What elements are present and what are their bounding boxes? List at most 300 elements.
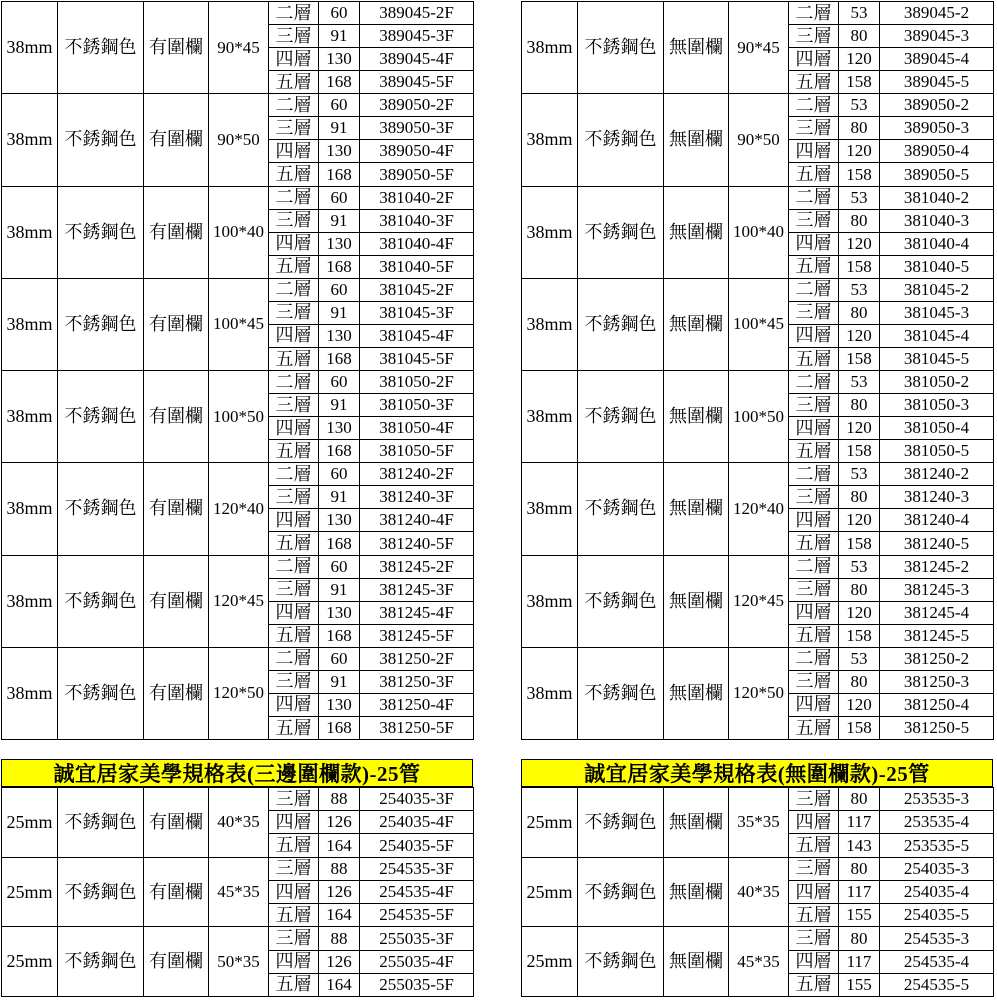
tier-cell: 四層	[789, 417, 839, 440]
product-code-cell: 254535-4	[880, 950, 994, 973]
table-row	[522, 94, 994, 117]
price-cell: 117	[839, 811, 880, 834]
table-title-text: 誠宜居家美學規格表(無圍欄款)-25管	[584, 762, 930, 786]
product-code-cell: 254535-5F	[360, 904, 474, 927]
pipe-size-cell: 38mm	[2, 371, 58, 463]
tier-cell: 二層	[269, 186, 319, 209]
product-code-cell: 381045-5	[880, 347, 994, 370]
tier-cell: 四層	[269, 140, 319, 163]
price-cell: 117	[839, 880, 880, 903]
product-code-cell: 253535-5	[880, 834, 994, 857]
price-cell: 130	[319, 48, 360, 71]
product-code-cell: 381045-2	[880, 278, 994, 301]
fence-cell: 有圍欄	[144, 647, 209, 739]
dimension-cell: 90*45	[729, 2, 789, 94]
pipe-size-cell: 38mm	[522, 94, 578, 186]
product-code-cell: 381240-3F	[360, 486, 474, 509]
product-code-cell: 381040-4	[880, 232, 994, 255]
tier-cell: 三層	[789, 117, 839, 140]
price-cell: 91	[319, 578, 360, 601]
price-cell: 130	[319, 324, 360, 347]
table-row	[2, 186, 474, 209]
product-code-cell: 389045-4	[880, 48, 994, 71]
product-code-cell: 254535-4F	[360, 880, 474, 903]
fence-cell: 無圍欄	[664, 94, 729, 186]
tier-cell: 三層	[269, 486, 319, 509]
dimension-cell: 100*40	[729, 186, 789, 278]
product-code-cell: 254535-5	[880, 973, 994, 996]
tier-cell: 五層	[789, 532, 839, 555]
product-code-cell: 381050-2F	[360, 371, 474, 394]
pipe-size-cell: 25mm	[522, 927, 578, 997]
tier-cell: 三層	[269, 394, 319, 417]
price-cell: 168	[319, 716, 360, 739]
pipe-size-cell: 25mm	[2, 788, 58, 858]
tier-cell: 四層	[789, 693, 839, 716]
price-cell: 80	[839, 25, 880, 48]
fence-cell: 有圍欄	[144, 463, 209, 555]
price-cell: 130	[319, 509, 360, 532]
product-code-cell: 381240-5F	[360, 532, 474, 555]
price-cell: 91	[319, 117, 360, 140]
price-cell: 53	[839, 463, 880, 486]
product-code-cell: 254535-3	[880, 927, 994, 950]
fence-cell: 無圍欄	[664, 647, 729, 739]
tier-cell: 三層	[789, 857, 839, 880]
tier-cell: 五層	[789, 624, 839, 647]
price-cell: 168	[319, 440, 360, 463]
product-code-cell: 381040-2	[880, 186, 994, 209]
tier-cell: 二層	[789, 94, 839, 117]
price-cell: 91	[319, 301, 360, 324]
price-cell: 158	[839, 255, 880, 278]
pipe-size-cell: 38mm	[2, 555, 58, 647]
product-code-cell: 389045-3	[880, 25, 994, 48]
fence-cell: 無圍欄	[664, 2, 729, 94]
color-cell: 不銹鋼色	[578, 857, 664, 927]
price-cell: 168	[319, 71, 360, 94]
product-code-cell: 389045-5	[880, 71, 994, 94]
fence-cell: 無圍欄	[664, 186, 729, 278]
pipe-size-cell: 38mm	[522, 278, 578, 370]
product-code-cell: 381045-3F	[360, 301, 474, 324]
price-cell: 88	[319, 788, 360, 811]
fence-cell: 有圍欄	[144, 788, 209, 858]
price-cell: 60	[319, 278, 360, 301]
color-cell: 不銹鋼色	[58, 647, 144, 739]
product-code-cell: 389050-4	[880, 140, 994, 163]
price-cell: 91	[319, 670, 360, 693]
fence-cell: 有圍欄	[144, 94, 209, 186]
tier-cell: 五層	[269, 716, 319, 739]
price-cell: 80	[839, 301, 880, 324]
product-code-cell: 381245-2F	[360, 555, 474, 578]
product-code-cell: 255035-4F	[360, 950, 474, 973]
table-row	[2, 2, 474, 25]
tier-cell: 五層	[269, 532, 319, 555]
spec-table-38mm-fenced	[1, 1, 474, 740]
table-row	[2, 463, 474, 486]
dimension-cell: 120*40	[729, 463, 789, 555]
tier-cell: 二層	[789, 555, 839, 578]
product-code-cell: 381050-4	[880, 417, 994, 440]
product-code-cell: 254535-3F	[360, 857, 474, 880]
dimension-cell: 90*50	[729, 94, 789, 186]
product-code-cell: 389045-5F	[360, 71, 474, 94]
price-cell: 155	[839, 904, 880, 927]
price-cell: 158	[839, 347, 880, 370]
color-cell: 不銹鋼色	[58, 278, 144, 370]
price-cell: 130	[319, 693, 360, 716]
table-row	[2, 857, 474, 880]
tier-cell: 三層	[269, 209, 319, 232]
fence-cell: 有圍欄	[144, 927, 209, 997]
price-cell: 60	[319, 555, 360, 578]
product-code-cell: 389050-2	[880, 94, 994, 117]
product-code-cell: 381050-5F	[360, 440, 474, 463]
price-cell: 158	[839, 716, 880, 739]
pipe-size-cell: 38mm	[522, 2, 578, 94]
pipe-size-cell: 25mm	[522, 857, 578, 927]
product-code-cell: 381050-4F	[360, 417, 474, 440]
product-code-cell: 253535-4	[880, 811, 994, 834]
tier-cell: 五層	[789, 71, 839, 94]
tier-cell: 三層	[789, 578, 839, 601]
tier-cell: 四層	[269, 601, 319, 624]
color-cell: 不銹鋼色	[578, 927, 664, 997]
price-cell: 60	[319, 647, 360, 670]
price-cell: 80	[839, 670, 880, 693]
product-code-cell: 381250-3F	[360, 670, 474, 693]
price-cell: 164	[319, 973, 360, 996]
pipe-size-cell: 38mm	[522, 647, 578, 739]
fence-cell: 有圍欄	[144, 186, 209, 278]
price-cell: 158	[839, 71, 880, 94]
tier-cell: 四層	[269, 693, 319, 716]
product-code-cell: 381045-2F	[360, 278, 474, 301]
tier-cell: 五層	[269, 255, 319, 278]
tier-cell: 二層	[789, 2, 839, 25]
price-cell: 60	[319, 463, 360, 486]
product-code-cell: 389045-2	[880, 2, 994, 25]
table-row	[2, 371, 474, 394]
product-code-cell: 381240-5	[880, 532, 994, 555]
table-row	[522, 555, 994, 578]
tier-cell: 三層	[269, 927, 319, 950]
dimension-cell: 100*50	[209, 371, 269, 463]
table-row	[2, 555, 474, 578]
tier-cell: 三層	[789, 301, 839, 324]
dimension-cell: 40*35	[209, 788, 269, 858]
tier-cell: 五層	[269, 973, 319, 996]
tier-cell: 四層	[269, 811, 319, 834]
color-cell: 不銹鋼色	[58, 94, 144, 186]
tier-cell: 四層	[269, 48, 319, 71]
pipe-size-cell: 38mm	[2, 186, 58, 278]
price-cell: 80	[839, 578, 880, 601]
tier-cell: 三層	[789, 486, 839, 509]
color-cell: 不銹鋼色	[578, 278, 664, 370]
color-cell: 不銹鋼色	[578, 555, 664, 647]
tier-cell: 三層	[789, 25, 839, 48]
product-code-cell: 381250-3	[880, 670, 994, 693]
pipe-size-cell: 25mm	[2, 927, 58, 997]
table-row	[2, 927, 474, 950]
tier-cell: 五層	[789, 834, 839, 857]
tier-cell: 二層	[269, 555, 319, 578]
product-code-cell: 381245-5	[880, 624, 994, 647]
price-cell: 60	[319, 2, 360, 25]
spec-table-25mm-fenced	[1, 787, 474, 997]
tier-cell: 四層	[789, 811, 839, 834]
price-cell: 80	[839, 927, 880, 950]
price-cell: 120	[839, 509, 880, 532]
table-title-25mm-unfenced	[521, 759, 993, 787]
price-cell: 88	[319, 857, 360, 880]
product-code-cell: 381045-3	[880, 301, 994, 324]
tier-cell: 四層	[789, 140, 839, 163]
product-code-cell: 381050-5	[880, 440, 994, 463]
product-code-cell: 389050-3	[880, 117, 994, 140]
fence-cell: 有圍欄	[144, 2, 209, 94]
product-code-cell: 381250-2F	[360, 647, 474, 670]
product-code-cell: 255035-5F	[360, 973, 474, 996]
product-code-cell: 381040-4F	[360, 232, 474, 255]
price-cell: 158	[839, 163, 880, 186]
tier-cell: 三層	[789, 788, 839, 811]
product-code-cell: 381040-5F	[360, 255, 474, 278]
color-cell: 不銹鋼色	[578, 94, 664, 186]
dimension-cell: 100*40	[209, 186, 269, 278]
product-code-cell: 389045-3F	[360, 25, 474, 48]
product-code-cell: 381240-2F	[360, 463, 474, 486]
product-code-cell: 381250-2	[880, 647, 994, 670]
tier-cell: 四層	[789, 880, 839, 903]
product-code-cell: 381250-5	[880, 716, 994, 739]
price-cell: 126	[319, 880, 360, 903]
tier-cell: 二層	[269, 278, 319, 301]
price-cell: 91	[319, 394, 360, 417]
dimension-cell: 35*35	[729, 788, 789, 858]
price-cell: 91	[319, 209, 360, 232]
price-cell: 53	[839, 94, 880, 117]
product-code-cell: 381240-4	[880, 509, 994, 532]
tier-cell: 五層	[269, 440, 319, 463]
tier-cell: 五層	[269, 347, 319, 370]
product-code-cell: 381245-3	[880, 578, 994, 601]
pipe-size-cell: 25mm	[522, 788, 578, 858]
product-code-cell: 381050-3F	[360, 394, 474, 417]
tier-cell: 五層	[789, 440, 839, 463]
color-cell: 不銹鋼色	[58, 927, 144, 997]
tier-cell: 二層	[789, 371, 839, 394]
tier-cell: 三層	[269, 670, 319, 693]
price-cell: 60	[319, 94, 360, 117]
price-cell: 80	[839, 486, 880, 509]
fence-cell: 無圍欄	[664, 463, 729, 555]
product-code-cell: 381040-3F	[360, 209, 474, 232]
tier-cell: 三層	[269, 578, 319, 601]
tier-cell: 五層	[789, 904, 839, 927]
tier-cell: 五層	[789, 347, 839, 370]
color-cell: 不銹鋼色	[578, 647, 664, 739]
dimension-cell: 50*35	[209, 927, 269, 997]
pipe-size-cell: 38mm	[2, 2, 58, 94]
tier-cell: 三層	[269, 857, 319, 880]
color-cell: 不銹鋼色	[58, 555, 144, 647]
product-code-cell: 255035-3F	[360, 927, 474, 950]
dimension-cell: 120*45	[729, 555, 789, 647]
dimension-cell: 120*50	[209, 647, 269, 739]
tier-cell: 四層	[789, 232, 839, 255]
tier-cell: 三層	[789, 927, 839, 950]
price-cell: 120	[839, 324, 880, 347]
color-cell: 不銹鋼色	[578, 463, 664, 555]
tier-cell: 三層	[269, 25, 319, 48]
color-cell: 不銹鋼色	[578, 371, 664, 463]
tier-cell: 三層	[789, 209, 839, 232]
tier-cell: 四層	[269, 950, 319, 973]
pipe-size-cell: 38mm	[2, 278, 58, 370]
fence-cell: 有圍欄	[144, 857, 209, 927]
tier-cell: 二層	[269, 647, 319, 670]
dimension-cell: 100*50	[729, 371, 789, 463]
price-cell: 168	[319, 255, 360, 278]
product-code-cell: 254035-4F	[360, 811, 474, 834]
tier-cell: 二層	[789, 186, 839, 209]
price-cell: 168	[319, 532, 360, 555]
color-cell: 不銹鋼色	[58, 788, 144, 858]
dimension-cell: 100*45	[729, 278, 789, 370]
table-row	[522, 857, 994, 880]
fence-cell: 有圍欄	[144, 278, 209, 370]
color-cell: 不銹鋼色	[578, 788, 664, 858]
tier-cell: 四層	[789, 48, 839, 71]
price-cell: 155	[839, 973, 880, 996]
fence-cell: 有圍欄	[144, 555, 209, 647]
price-cell: 91	[319, 486, 360, 509]
product-code-cell: 389050-4F	[360, 140, 474, 163]
tier-cell: 四層	[789, 950, 839, 973]
price-cell: 130	[319, 232, 360, 255]
table-row	[522, 278, 994, 301]
price-cell: 164	[319, 834, 360, 857]
product-code-cell: 381040-5	[880, 255, 994, 278]
product-code-cell: 381250-5F	[360, 716, 474, 739]
price-cell: 120	[839, 232, 880, 255]
product-code-cell: 381040-3	[880, 209, 994, 232]
price-cell: 60	[319, 371, 360, 394]
product-code-cell: 381245-2	[880, 555, 994, 578]
tier-cell: 二層	[269, 371, 319, 394]
price-cell: 80	[839, 117, 880, 140]
tier-cell: 四層	[789, 509, 839, 532]
price-cell: 158	[839, 624, 880, 647]
tier-cell: 五層	[269, 904, 319, 927]
price-cell: 168	[319, 624, 360, 647]
price-cell: 53	[839, 186, 880, 209]
pipe-size-cell: 38mm	[522, 371, 578, 463]
tier-cell: 二層	[269, 2, 319, 25]
dimension-cell: 90*50	[209, 94, 269, 186]
tier-cell: 五層	[789, 716, 839, 739]
dimension-cell: 120*45	[209, 555, 269, 647]
tier-cell: 四層	[269, 324, 319, 347]
product-code-cell: 254035-4	[880, 880, 994, 903]
price-cell: 53	[839, 2, 880, 25]
dimension-cell: 100*45	[209, 278, 269, 370]
tier-cell: 三層	[269, 301, 319, 324]
price-cell: 120	[839, 601, 880, 624]
product-code-cell: 381240-4F	[360, 509, 474, 532]
tier-cell: 四層	[789, 601, 839, 624]
price-cell: 53	[839, 278, 880, 301]
product-code-cell: 381245-3F	[360, 578, 474, 601]
product-code-cell: 381050-3	[880, 394, 994, 417]
dimension-cell: 120*40	[209, 463, 269, 555]
table-row	[2, 788, 474, 811]
price-cell: 120	[839, 693, 880, 716]
price-cell: 168	[319, 163, 360, 186]
tier-cell: 四層	[269, 232, 319, 255]
price-cell: 53	[839, 371, 880, 394]
color-cell: 不銹鋼色	[578, 186, 664, 278]
pipe-size-cell: 38mm	[522, 186, 578, 278]
pipe-size-cell: 38mm	[2, 647, 58, 739]
fence-cell: 無圍欄	[664, 857, 729, 927]
price-cell: 80	[839, 394, 880, 417]
price-cell: 130	[319, 140, 360, 163]
pipe-size-cell: 38mm	[522, 463, 578, 555]
table-row	[522, 647, 994, 670]
dimension-cell: 90*45	[209, 2, 269, 94]
dimension-cell: 45*35	[209, 857, 269, 927]
table-row	[522, 2, 994, 25]
fence-cell: 無圍欄	[664, 927, 729, 997]
product-code-cell: 389050-3F	[360, 117, 474, 140]
product-code-cell: 389050-2F	[360, 94, 474, 117]
pipe-size-cell: 25mm	[2, 857, 58, 927]
pipe-size-cell: 38mm	[2, 463, 58, 555]
product-code-cell: 389045-2F	[360, 2, 474, 25]
table-row	[522, 371, 994, 394]
tier-cell: 五層	[789, 973, 839, 996]
product-code-cell: 381245-4	[880, 601, 994, 624]
table-row	[522, 788, 994, 811]
tier-cell: 二層	[789, 463, 839, 486]
dimension-cell: 40*35	[729, 857, 789, 927]
color-cell: 不銹鋼色	[58, 2, 144, 94]
product-code-cell: 381045-4	[880, 324, 994, 347]
color-cell: 不銹鋼色	[58, 463, 144, 555]
table-row	[2, 647, 474, 670]
fence-cell: 無圍欄	[664, 278, 729, 370]
price-cell: 164	[319, 904, 360, 927]
product-code-cell: 389050-5	[880, 163, 994, 186]
tier-cell: 二層	[269, 463, 319, 486]
product-code-cell: 381250-4F	[360, 693, 474, 716]
price-cell: 60	[319, 186, 360, 209]
price-cell: 80	[839, 788, 880, 811]
price-cell: 130	[319, 601, 360, 624]
table-row	[522, 186, 994, 209]
price-cell: 126	[319, 950, 360, 973]
product-code-cell: 381050-2	[880, 371, 994, 394]
price-cell: 168	[319, 347, 360, 370]
product-code-cell: 254035-5F	[360, 834, 474, 857]
price-cell: 120	[839, 417, 880, 440]
price-cell: 120	[839, 48, 880, 71]
